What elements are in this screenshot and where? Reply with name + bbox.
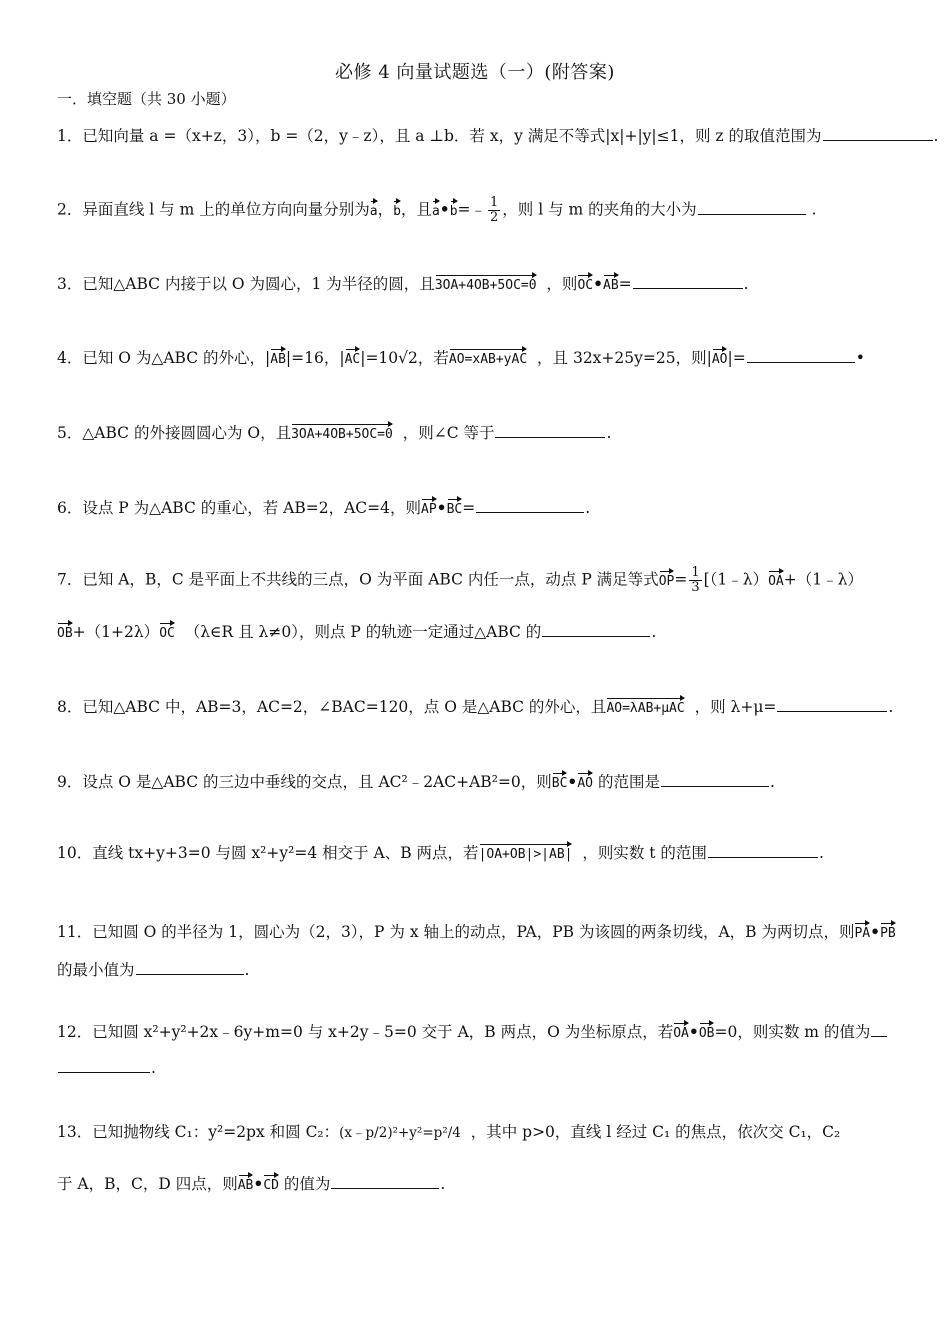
question-5 xyxy=(57,421,897,445)
vector-ap: AP xyxy=(421,497,437,517)
question-13-line-2 xyxy=(57,1172,445,1194)
dot-operator: • xyxy=(436,498,447,517)
vector-equation: AO=xAB+yAC xyxy=(449,347,527,367)
answer-blank[interactable] xyxy=(495,423,605,438)
question-9 xyxy=(57,770,897,794)
question-11-line-2 xyxy=(57,958,249,980)
page-title: 必修 4 向量试题选（一）(附答案) xyxy=(335,62,615,83)
question-4 xyxy=(57,346,897,370)
question-text: |= xyxy=(727,349,746,367)
question-10 xyxy=(57,841,897,865)
question-7 xyxy=(57,566,897,595)
answer-blank[interactable] xyxy=(136,960,244,975)
question-7-line-2 xyxy=(57,620,656,642)
question-number: 6． xyxy=(57,499,83,517)
question-text: ，则 xyxy=(546,275,578,293)
punctuation: . xyxy=(585,499,591,517)
answer-blank[interactable] xyxy=(476,498,584,513)
question-11 xyxy=(57,920,897,944)
question-text: 已知圆 x²+y²+2x﹣6y+m=0 与 x+2y﹣5=0 交于 A，B 两点，O 为坐标原点，若 xyxy=(92,1023,674,1041)
question-number: 9． xyxy=(57,773,83,791)
question-text: |=16，| xyxy=(285,349,345,367)
question-text: 于 A，B，C，D 四点，则 xyxy=(57,1175,238,1193)
vector-inequality: |OA+OB|>|AB| xyxy=(479,842,573,862)
punctuation: ， xyxy=(377,200,394,219)
question-text: 已知向量 a =（x+z，3），b =（2，y﹣z），且 a ⊥b．若 x，y 满足不等式|x|+|y|≤1，则 z 的取值范围为 xyxy=(82,127,822,145)
vector-oa: OA xyxy=(768,569,784,589)
vector-ao: AO xyxy=(577,771,593,791)
question-text: +（1+2λ） xyxy=(72,623,160,641)
question-text: ，则 λ+μ= xyxy=(694,698,777,716)
vector-oc: OC xyxy=(159,621,175,641)
question-number: 5． xyxy=(57,424,83,442)
question-text: ，则实数 t 的范围 xyxy=(582,844,707,862)
question-text: 异面直线 l 与 m 上的单位方向向量分别为 xyxy=(82,200,370,219)
fraction-denominator: 3 xyxy=(691,580,700,595)
vector-oc: OC xyxy=(577,273,593,293)
vector-ab: AB xyxy=(603,273,619,293)
vector-b: b xyxy=(450,199,458,219)
question-12 xyxy=(57,1020,897,1044)
vector-pa: PA xyxy=(854,921,870,941)
fraction-numerator: 1 xyxy=(691,565,700,580)
answer-blank[interactable] xyxy=(661,772,769,787)
question-number: 1． xyxy=(57,127,83,145)
vector-ao: AO xyxy=(712,347,728,367)
question-number: 4． xyxy=(57,349,83,367)
answer-blank[interactable] xyxy=(823,126,933,141)
vector-cd: CD xyxy=(263,1173,279,1193)
question-text: 设点 P 为△ABC 的重心，若 AB=2，AC=4，则 xyxy=(82,499,421,517)
vector-pb: PB xyxy=(880,921,896,941)
punctuation: . xyxy=(651,623,657,641)
question-text: △ABC 的外接圆圆心为 O，且 xyxy=(82,424,292,442)
punctuation: . xyxy=(151,1059,156,1077)
question-8 xyxy=(57,695,897,719)
dot-operator: • xyxy=(870,922,881,941)
vector-equation: AO=λAB+μAC xyxy=(606,696,684,716)
punctuation: . xyxy=(606,424,612,442)
question-text: |=10√2，若 xyxy=(360,349,449,367)
fraction-denominator: 2 xyxy=(490,210,499,225)
question-6 xyxy=(57,496,897,520)
punctuation: . xyxy=(888,698,894,716)
answer-blank[interactable] xyxy=(331,1174,439,1189)
answer-blank[interactable] xyxy=(633,274,743,289)
vector-bc: BC xyxy=(447,497,463,517)
dot-operator: • xyxy=(439,199,450,219)
question-number: 2． xyxy=(57,200,83,219)
fraction xyxy=(488,196,500,225)
question-text: ，则∠C 等于 xyxy=(402,424,495,442)
answer-blank[interactable] xyxy=(698,200,806,215)
dot-operator: • xyxy=(593,274,604,293)
dot-operator: • xyxy=(567,772,578,791)
question-number: 8． xyxy=(57,698,83,716)
answer-blank[interactable] xyxy=(747,348,855,363)
question-number: 12． xyxy=(57,1023,93,1041)
punctuation: . xyxy=(811,200,817,219)
dot-operator: • xyxy=(688,1022,699,1041)
question-text: 已知△ABC 中，AB=3，AC=2，∠BAC=120，点 O 是△ABC 的外心，且 xyxy=(82,698,607,716)
question-text: 已知 O 为△ABC 的外心，| xyxy=(82,349,271,367)
question-text: 直线 tx+y+3=0 与圆 x²+y²=4 相交于 A、B 两点，若 xyxy=(92,844,479,862)
question-number: 7． xyxy=(57,570,83,589)
vector-a: a xyxy=(370,199,378,219)
question-text: ，则 l 与 m 的夹角的大小为 xyxy=(502,200,697,219)
answer-blank[interactable] xyxy=(542,622,650,637)
question-text: ，且 32x+25y=25，则| xyxy=(537,349,712,367)
question-text: ，且 xyxy=(400,200,432,219)
fraction xyxy=(689,566,701,595)
vector-ob: OB xyxy=(57,621,73,641)
question-12-line-2 xyxy=(57,1058,156,1077)
question-number: 10． xyxy=(57,844,93,862)
answer-blank[interactable] xyxy=(777,697,887,712)
question-2 xyxy=(57,196,897,225)
vector-equation: 3OA+4OB+5OC=0 xyxy=(435,273,537,293)
question-number: 11． xyxy=(57,923,93,941)
question-text: （λ∈R 且 λ≠0），则点 P 的轨迹一定通过△ABC 的 xyxy=(184,623,542,641)
question-text: 的范围是 xyxy=(597,773,660,791)
question-13 xyxy=(57,1120,897,1145)
circle-equation: (x﹣p/2)²+y²=p²/4 xyxy=(339,1125,461,1141)
vector-ac: AC xyxy=(345,347,361,367)
vector-ab: AB xyxy=(270,347,286,367)
dot-operator: • xyxy=(253,1174,264,1193)
punctuation: . xyxy=(933,127,939,145)
vector-oa: OA xyxy=(673,1021,689,1041)
question-1 xyxy=(57,124,939,148)
equals-sign: = xyxy=(618,275,632,293)
question-text: 已知 A，B，C 是平面上不共线的三点，O 为平面 ABC 内任一点，动点 P 满足等式 xyxy=(82,570,659,589)
vector-a: a xyxy=(432,199,440,219)
question-text: ，其中 p>0，直线 l 经过 C₁ 的焦点，依次交 C₁，C₂ xyxy=(470,1123,841,1141)
question-text: 设点 O 是△ABC 的三边中垂线的交点，且 AC²﹣2AC+AB²=0，则 xyxy=(82,773,552,791)
fraction-numerator: 1 xyxy=(490,195,499,210)
question-text: 的最小值为 xyxy=(57,961,135,979)
punctuation: . xyxy=(818,844,824,862)
answer-blank[interactable] xyxy=(871,1022,887,1037)
equals-sign: =﹣ xyxy=(457,200,487,219)
question-text: +（1﹣λ） xyxy=(783,570,863,589)
punctuation: . xyxy=(769,773,775,791)
question-text: 的值为 xyxy=(283,1175,331,1193)
vector-bc: BC xyxy=(552,771,568,791)
question-number: 13． xyxy=(57,1123,93,1141)
question-text: 已知圆 O 的半径为 1，圆心为（2，3），P 为 x 轴上的动点，PA，PB 为该圆的两条切线，A，B 为两切点，则 xyxy=(92,923,855,941)
question-text: 已知抛物线 C₁：y²=2px 和圆 C₂： xyxy=(92,1123,340,1141)
question-3 xyxy=(57,272,897,296)
question-text: [（1﹣λ） xyxy=(703,570,769,589)
vector-ab: AB xyxy=(238,1173,254,1193)
punctuation: . xyxy=(743,275,749,293)
equals-sign: = xyxy=(674,570,688,589)
question-text: =0，则实数 m 的值为 xyxy=(714,1023,871,1041)
question-text: 已知△ABC 内接于以 O 为圆心，1 为半径的圆，且 xyxy=(82,275,435,293)
equals-sign: = xyxy=(462,499,476,517)
punctuation: . xyxy=(440,1175,446,1193)
punctuation: . xyxy=(244,961,250,979)
question-number: 3． xyxy=(57,275,83,293)
section-heading: 一．填空题（共 30 小题） xyxy=(57,90,236,108)
answer-blank-continued[interactable] xyxy=(58,1058,150,1073)
punctuation: • xyxy=(855,349,865,367)
vector-equation: 3OA+4OB+5OC=0 xyxy=(291,422,393,442)
vector-b: b xyxy=(393,199,401,219)
vector-ob: OB xyxy=(699,1021,715,1041)
vector-op: OP xyxy=(659,569,675,589)
answer-blank[interactable] xyxy=(708,843,818,858)
